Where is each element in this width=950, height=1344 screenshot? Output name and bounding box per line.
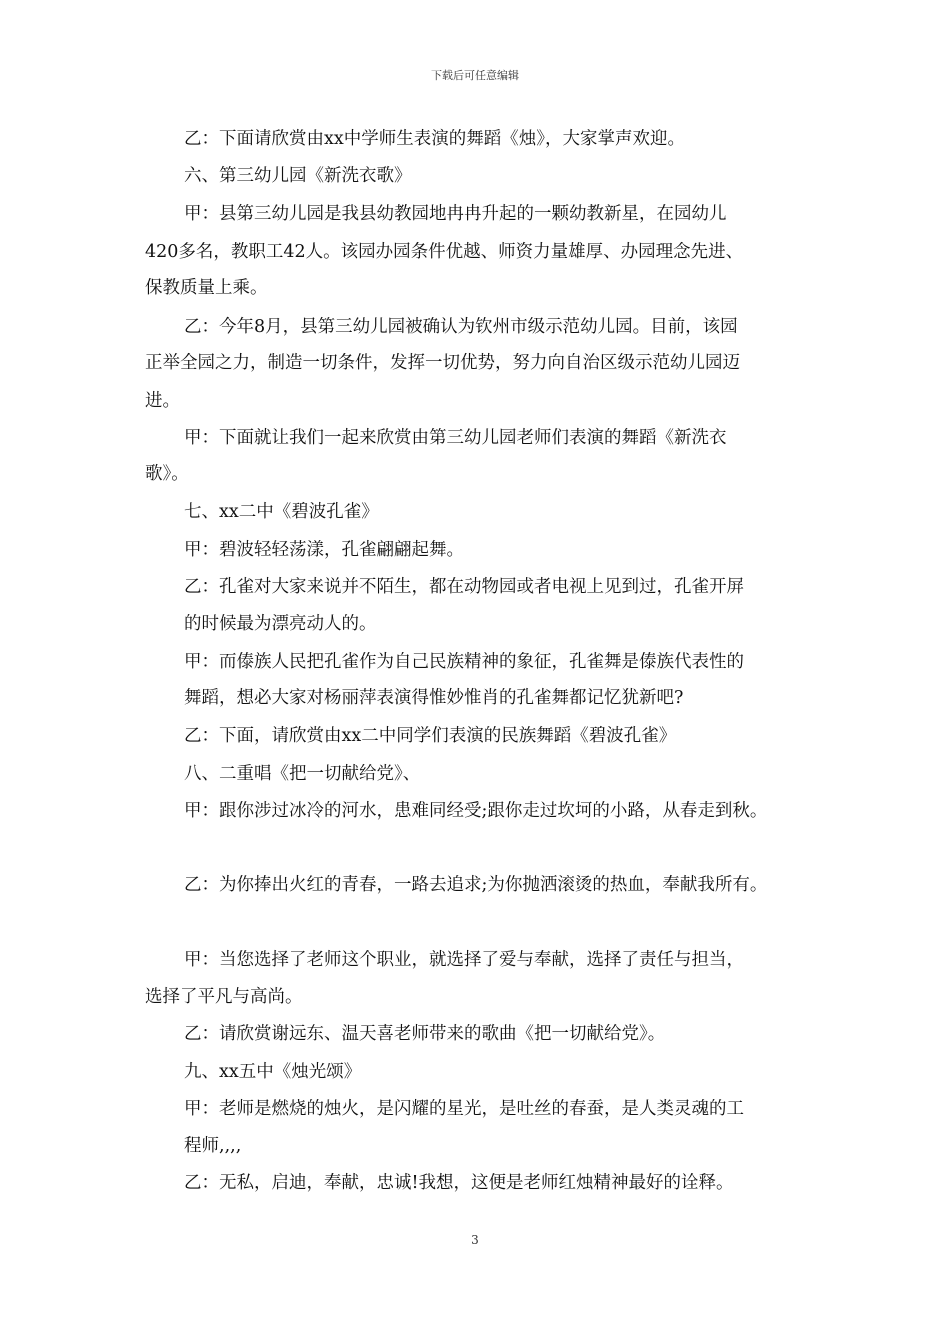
text-line: 乙：为你捧出火红的青春，一路去追求;为你抛洒滚烫的热血，奉献我所有。	[184, 875, 768, 895]
text-line: 歌》。	[145, 464, 189, 484]
text-line: 乙：下面请欣赏由xx中学师生表演的舞蹈《烛》，大家掌声欢迎。	[184, 129, 685, 149]
text-line: 甲：下面就让我们一起来欣赏由第三幼儿园老师们表演的舞蹈《新洗衣	[184, 428, 727, 448]
text-line: 甲：老师是燃烧的烛火，是闪耀的星光，是吐丝的春蚕，是人类灵魂的工	[184, 1099, 744, 1119]
text-line: 舞蹈，想必大家对杨丽萍表演得惟妙惟肖的孔雀舞都记忆犹新吧?	[184, 688, 684, 708]
text-line: 选择了平凡与高尚。	[145, 987, 303, 1007]
text-line: 乙：无私，启迪，奉献，忠诚!我想，这便是老师红烛精神最好的诠释。	[184, 1173, 734, 1193]
text-line: 正举全园之力，制造一切条件，发挥一切优势，努力向自治区级示范幼儿园迈	[145, 353, 740, 373]
text-line: 乙：请欣赏谢远东、温天喜老师带来的歌曲《把一切献给党》。	[184, 1024, 666, 1044]
text-line: 甲：县第三幼儿园是我县幼教园地冉冉升起的一颗幼教新星，在园幼儿	[184, 204, 727, 224]
text-line: 程师,,,,	[184, 1136, 242, 1156]
section-heading: 九、xx五中《烛光颂》	[184, 1062, 362, 1082]
page-header: 下载后可任意编辑	[431, 69, 519, 82]
text-line: 甲：而傣族人民把孔雀作为自己民族精神的象征，孔雀舞是傣族代表性的	[184, 652, 744, 672]
text-line: 进。	[145, 391, 180, 411]
text-line: 420多名，教职工42人。该园办园条件优越、师资力量雄厚、办园理念先进、	[145, 242, 744, 262]
text-line: 乙：今年8月，县第三幼儿园被确认为钦州市级示范幼儿园。目前，该园	[184, 317, 738, 337]
section-heading: 七、xx二中《碧波孔雀》	[184, 502, 379, 522]
text-line: 保教质量上乘。	[145, 278, 268, 298]
text-line: 甲：当您选择了老师这个职业，就选择了爱与奉献，选择了责任与担当，	[184, 950, 744, 970]
section-heading: 六、第三幼儿园《新洗衣歌》	[184, 166, 412, 186]
text-line: 甲：碧波轻轻荡漾，孔雀翩翩起舞。	[184, 540, 464, 560]
page-number: 3	[471, 1233, 479, 1247]
text-line: 甲：跟你涉过冰冷的河水，患难同经受;跟你走过坎坷的小路，从春走到秋。	[184, 801, 768, 821]
section-heading: 八、二重唱《把一切献给党》、	[184, 764, 421, 784]
text-line: 的时候最为漂亮动人的。	[184, 614, 377, 634]
text-line: 乙：孔雀对大家来说并不陌生，都在动物园或者电视上见到过，孔雀开屏	[184, 577, 744, 597]
text-line: 乙：下面，请欣赏由xx二中同学们表演的民族舞蹈《碧波孔雀》	[184, 726, 677, 746]
